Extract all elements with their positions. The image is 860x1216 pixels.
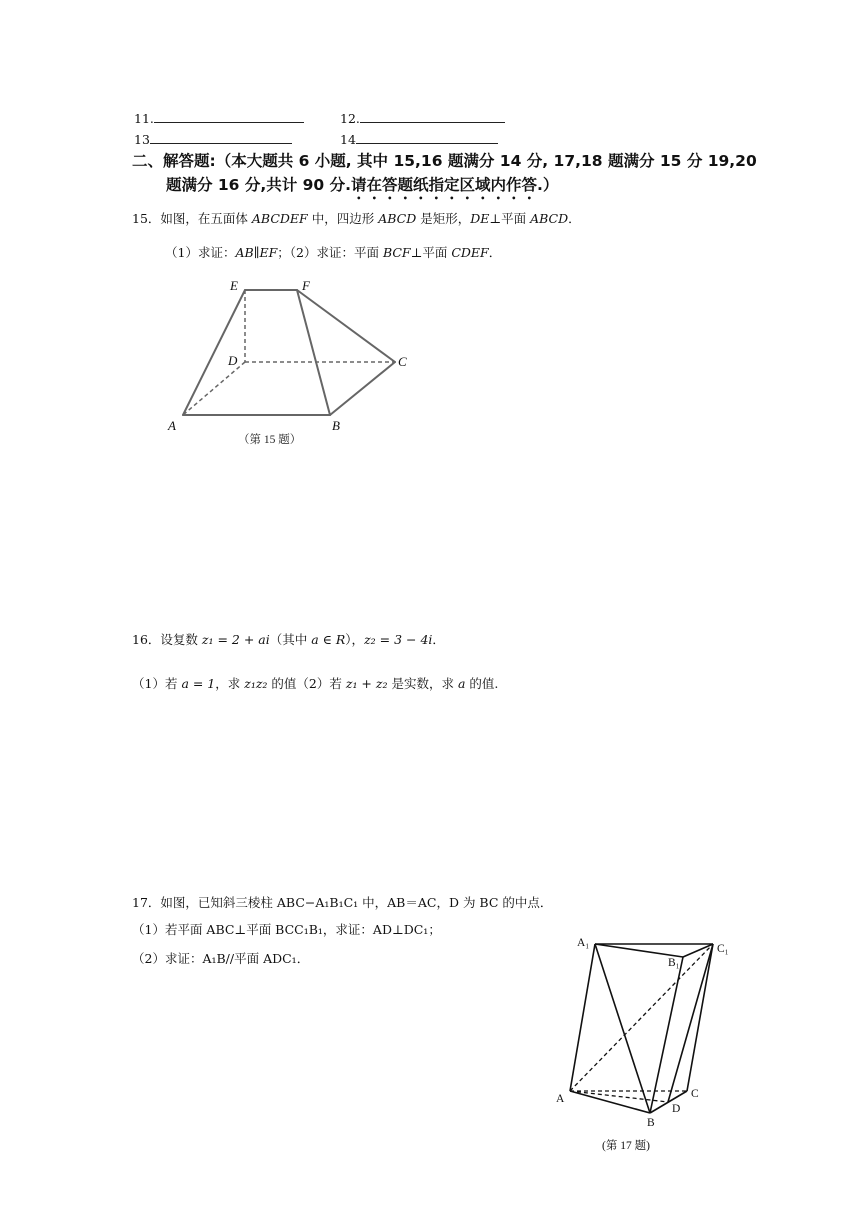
label-D: D: [228, 353, 238, 368]
answer-line-11[interactable]: [134, 110, 304, 126]
answer-blank-14[interactable]: [356, 131, 498, 144]
q17-caption: (第 17 题): [602, 1140, 650, 1152]
label-D: D: [672, 1103, 681, 1115]
answer-line-14[interactable]: [340, 131, 498, 147]
segment-A1B: [595, 944, 650, 1113]
q15-figure: [160, 270, 420, 455]
answer-line-12[interactable]: [340, 110, 505, 126]
q15-stem: 15．如图，在五面体 ABCDEF 中，四边形 ABCD 是矩形，DE⊥平面 ABCD．: [132, 211, 581, 226]
edge-C1C: [687, 944, 713, 1091]
answer-blank-11[interactable]: [154, 110, 304, 123]
label-A: A: [556, 1093, 565, 1105]
section-heading-line2: 题满分 16 分,共计 90 分.请在答题纸指定区域内作答.）: [166, 176, 559, 194]
label-C: C: [691, 1088, 699, 1100]
label-B1: B₁: [668, 957, 680, 969]
label-B: B: [647, 1117, 655, 1129]
q17-figure: [550, 930, 750, 1155]
q15-caption: （第 15 题）: [238, 434, 302, 446]
q15-parts: （1）求证：AB∥EF；（2）求证：平面 BCF⊥平面 CDEF．: [165, 245, 502, 260]
answer-line-13[interactable]: [134, 131, 292, 147]
edge-BC: [330, 362, 395, 415]
section-heading: [132, 149, 757, 203]
q17-part2: （2）求证：A₁B//平面 ADC₁．: [132, 951, 310, 966]
edge-FB: [297, 290, 330, 415]
label-C: C: [398, 354, 407, 369]
label-A: A: [168, 418, 176, 433]
answer-blank-12[interactable]: [360, 110, 505, 123]
label-F: F: [302, 278, 310, 293]
q16-parts: （1）若 a = 1，求 z₁z₂ 的值（2）若 z₁ + z₂ 是实数，求 a 的值.: [132, 676, 499, 691]
answer-number-11: 11.: [134, 111, 154, 126]
answer-number-14: 14: [340, 132, 356, 147]
edge-FC: [297, 290, 395, 362]
answer-number-13: 13: [134, 132, 150, 147]
section-heading-line1: 二、解答题:（本大题共 6 小题, 其中 15,16 题满分 14 分, 17,18 题满分 15 分 19,20: [132, 152, 757, 170]
answer-number-12: 12.: [340, 111, 360, 126]
answer-blank-13[interactable]: [150, 131, 292, 144]
edge-B1C1: [683, 944, 713, 957]
q17-part1: （1）若平面 ABC⊥平面 BCC₁B₁，求证：AD⊥DC₁；: [132, 922, 441, 937]
label-C1: C₁: [717, 943, 729, 955]
edge-A1B1: [595, 944, 683, 957]
label-A1: A₁: [577, 937, 590, 949]
label-B: B: [332, 418, 340, 433]
q17-stem: 17．如图，已知斜三棱柱 ABC−A₁B₁C₁ 中，AB＝AC，D 为 BC 的中点．: [132, 895, 553, 910]
edge-AB: [570, 1091, 650, 1113]
q16-stem: 16．设复数 z₁ = 2 + ai（其中 a ∈ R），z₂ = 3 − 4i．: [132, 632, 445, 647]
hidden-edge-DA: [183, 362, 245, 415]
emphasized-instruction: 请在答题纸指定区域内作答: [351, 176, 538, 194]
label-E: E: [230, 278, 238, 293]
